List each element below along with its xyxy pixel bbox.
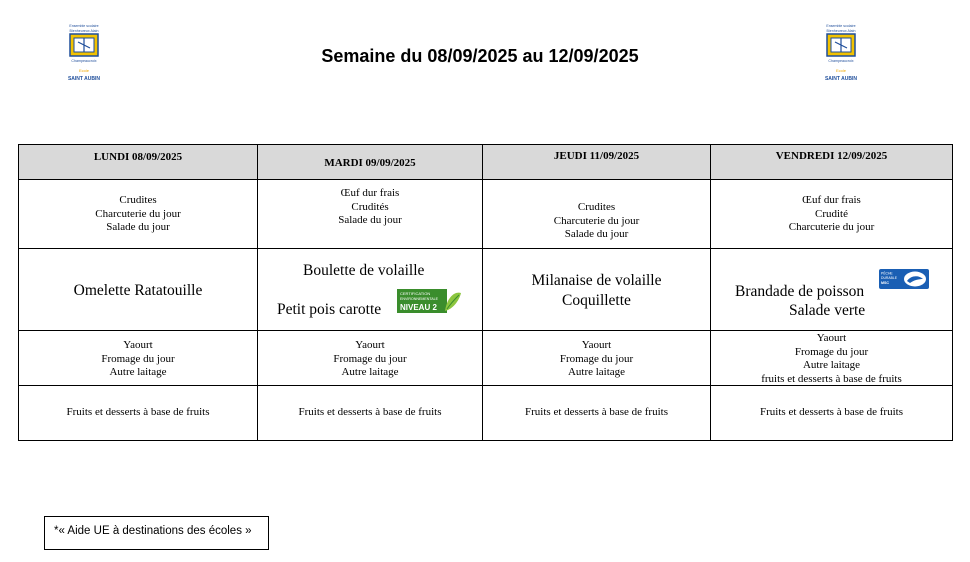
dessert-cell: [258, 386, 482, 441]
entree-cell: [19, 180, 257, 249]
dessert-cell: [711, 386, 952, 441]
main-dish-cell: [258, 249, 482, 331]
day-column-tuesday: [257, 144, 482, 441]
badge-text: ENVIRONNEMENTALE: [400, 297, 439, 301]
entree-cell: [483, 180, 710, 249]
dairy-cell: [711, 331, 952, 386]
entree-item: Crudites: [119, 194, 157, 206]
badge-text: DURABLE: [881, 276, 898, 280]
eu-aid-note-text: *« Aide UE à destinations des écoles »: [54, 525, 252, 537]
main-dish-cell: [19, 249, 257, 331]
badge-text: NIVEAU 2: [400, 303, 437, 312]
entree-item: Crudites: [577, 201, 616, 213]
entree-item: Crudités: [351, 200, 389, 213]
entree-item: Œuf dur frais: [340, 187, 400, 199]
dairy-item: Fromage du jour: [559, 352, 634, 365]
day-header-label: JEUDI 11/09/2025: [553, 150, 640, 162]
logo-text-line: Champeaucroix: [828, 59, 854, 63]
dairy-cell: [19, 331, 257, 386]
day-header-label: VENDREDI 12/09/2025: [775, 150, 888, 162]
eu-aid-note: [44, 516, 269, 550]
dessert-cell: [483, 386, 710, 441]
entree-item: Salade du jour: [338, 214, 402, 226]
day-column-thursday: [482, 144, 710, 441]
badge-text: MSC: [881, 281, 889, 285]
dessert-item: Fruits et desserts à base de fruits: [760, 406, 903, 418]
dairy-item: Autre laitage: [802, 359, 861, 371]
logo-text-line: Ensemble scolaire: [826, 24, 856, 28]
day-header: [711, 144, 952, 180]
main-dish-item: Omelette Ratatouille: [73, 282, 203, 299]
entree-item: Salade du jour: [106, 221, 170, 233]
entree-cell: [258, 180, 482, 249]
logo-text-line: Bienheureux Alain: [69, 29, 99, 33]
logo-text-line: Ecole: [835, 68, 847, 73]
dairy-item: Autre laitage: [567, 366, 626, 378]
dairy-item: Yaourt: [355, 339, 385, 351]
entree-cell: [711, 180, 952, 249]
dessert-cell: [19, 386, 257, 441]
logo-text-line: Ensemble scolaire: [69, 24, 99, 28]
environmental-certification-badge: [397, 287, 463, 315]
badge-text: CERTIFICATION: [400, 291, 431, 296]
dairy-item: Fromage du jour: [101, 352, 175, 365]
logo-text-line: SAINT AUBIN: [67, 76, 101, 82]
main-dish-cell: [711, 249, 952, 331]
dairy-cell: [483, 331, 710, 386]
entree-item: Œuf dur frais: [802, 194, 861, 206]
entree-item: Crudité: [815, 207, 848, 220]
day-header: [483, 144, 710, 180]
logo-text-line: Champeaucroix: [71, 59, 97, 63]
main-dish-item: Boulette de volaille: [303, 262, 425, 279]
dessert-item: Fruits et desserts à base de fruits: [66, 406, 210, 418]
entree-item: Salade du jour: [564, 228, 629, 240]
dairy-item: Yaourt: [816, 332, 847, 344]
dairy-item: Autre laitage: [109, 366, 167, 378]
entree-item: Charcuterie du jour: [553, 214, 640, 227]
dairy-item: Yaourt: [123, 339, 153, 351]
entree-item: Charcuterie du jour: [95, 207, 181, 220]
dairy-item: Yaourt: [581, 339, 612, 351]
page-title: Semaine du 08/09/2025 au 12/09/2025: [321, 46, 639, 66]
dairy-item: Autre laitage: [341, 366, 399, 378]
day-header-label: MARDI 09/09/2025: [324, 157, 416, 169]
day-column-monday: [18, 144, 257, 441]
logo-text-line: SAINT AUBIN: [824, 76, 858, 82]
badge-text: PÊCHE: [881, 271, 893, 276]
dairy-item: Fromage du jour: [794, 345, 869, 358]
main-dish-item: Petit pois carotte: [277, 301, 382, 318]
dairy-item: fruits et desserts à base de fruits: [761, 372, 902, 385]
day-header: [19, 144, 257, 180]
dessert-item: Fruits et desserts à base de fruits: [525, 406, 668, 418]
main-dish-item: Salade verte: [789, 302, 866, 319]
entree-item: Charcuterie du jour: [788, 221, 875, 233]
day-header: [258, 144, 482, 180]
msc-sustainable-fishing-badge: [879, 269, 929, 289]
main-dish-item: Milanaise de volaille: [531, 272, 662, 289]
dairy-item: Fromage du jour: [333, 352, 407, 365]
day-column-friday: [710, 144, 953, 441]
main-dish-item: Coquillette: [562, 292, 631, 309]
main-dish-cell: [483, 249, 710, 331]
dairy-cell: [258, 331, 482, 386]
day-header-label: LUNDI 08/09/2025: [93, 151, 183, 163]
dessert-item: Fruits et desserts à base de fruits: [298, 406, 442, 418]
main-dish-item: Brandade de poisson: [735, 283, 865, 300]
menu-table: [18, 144, 953, 441]
logo-text-line: Bienheureux Alain: [826, 29, 856, 33]
logo-text-line: Ecole: [78, 68, 90, 73]
